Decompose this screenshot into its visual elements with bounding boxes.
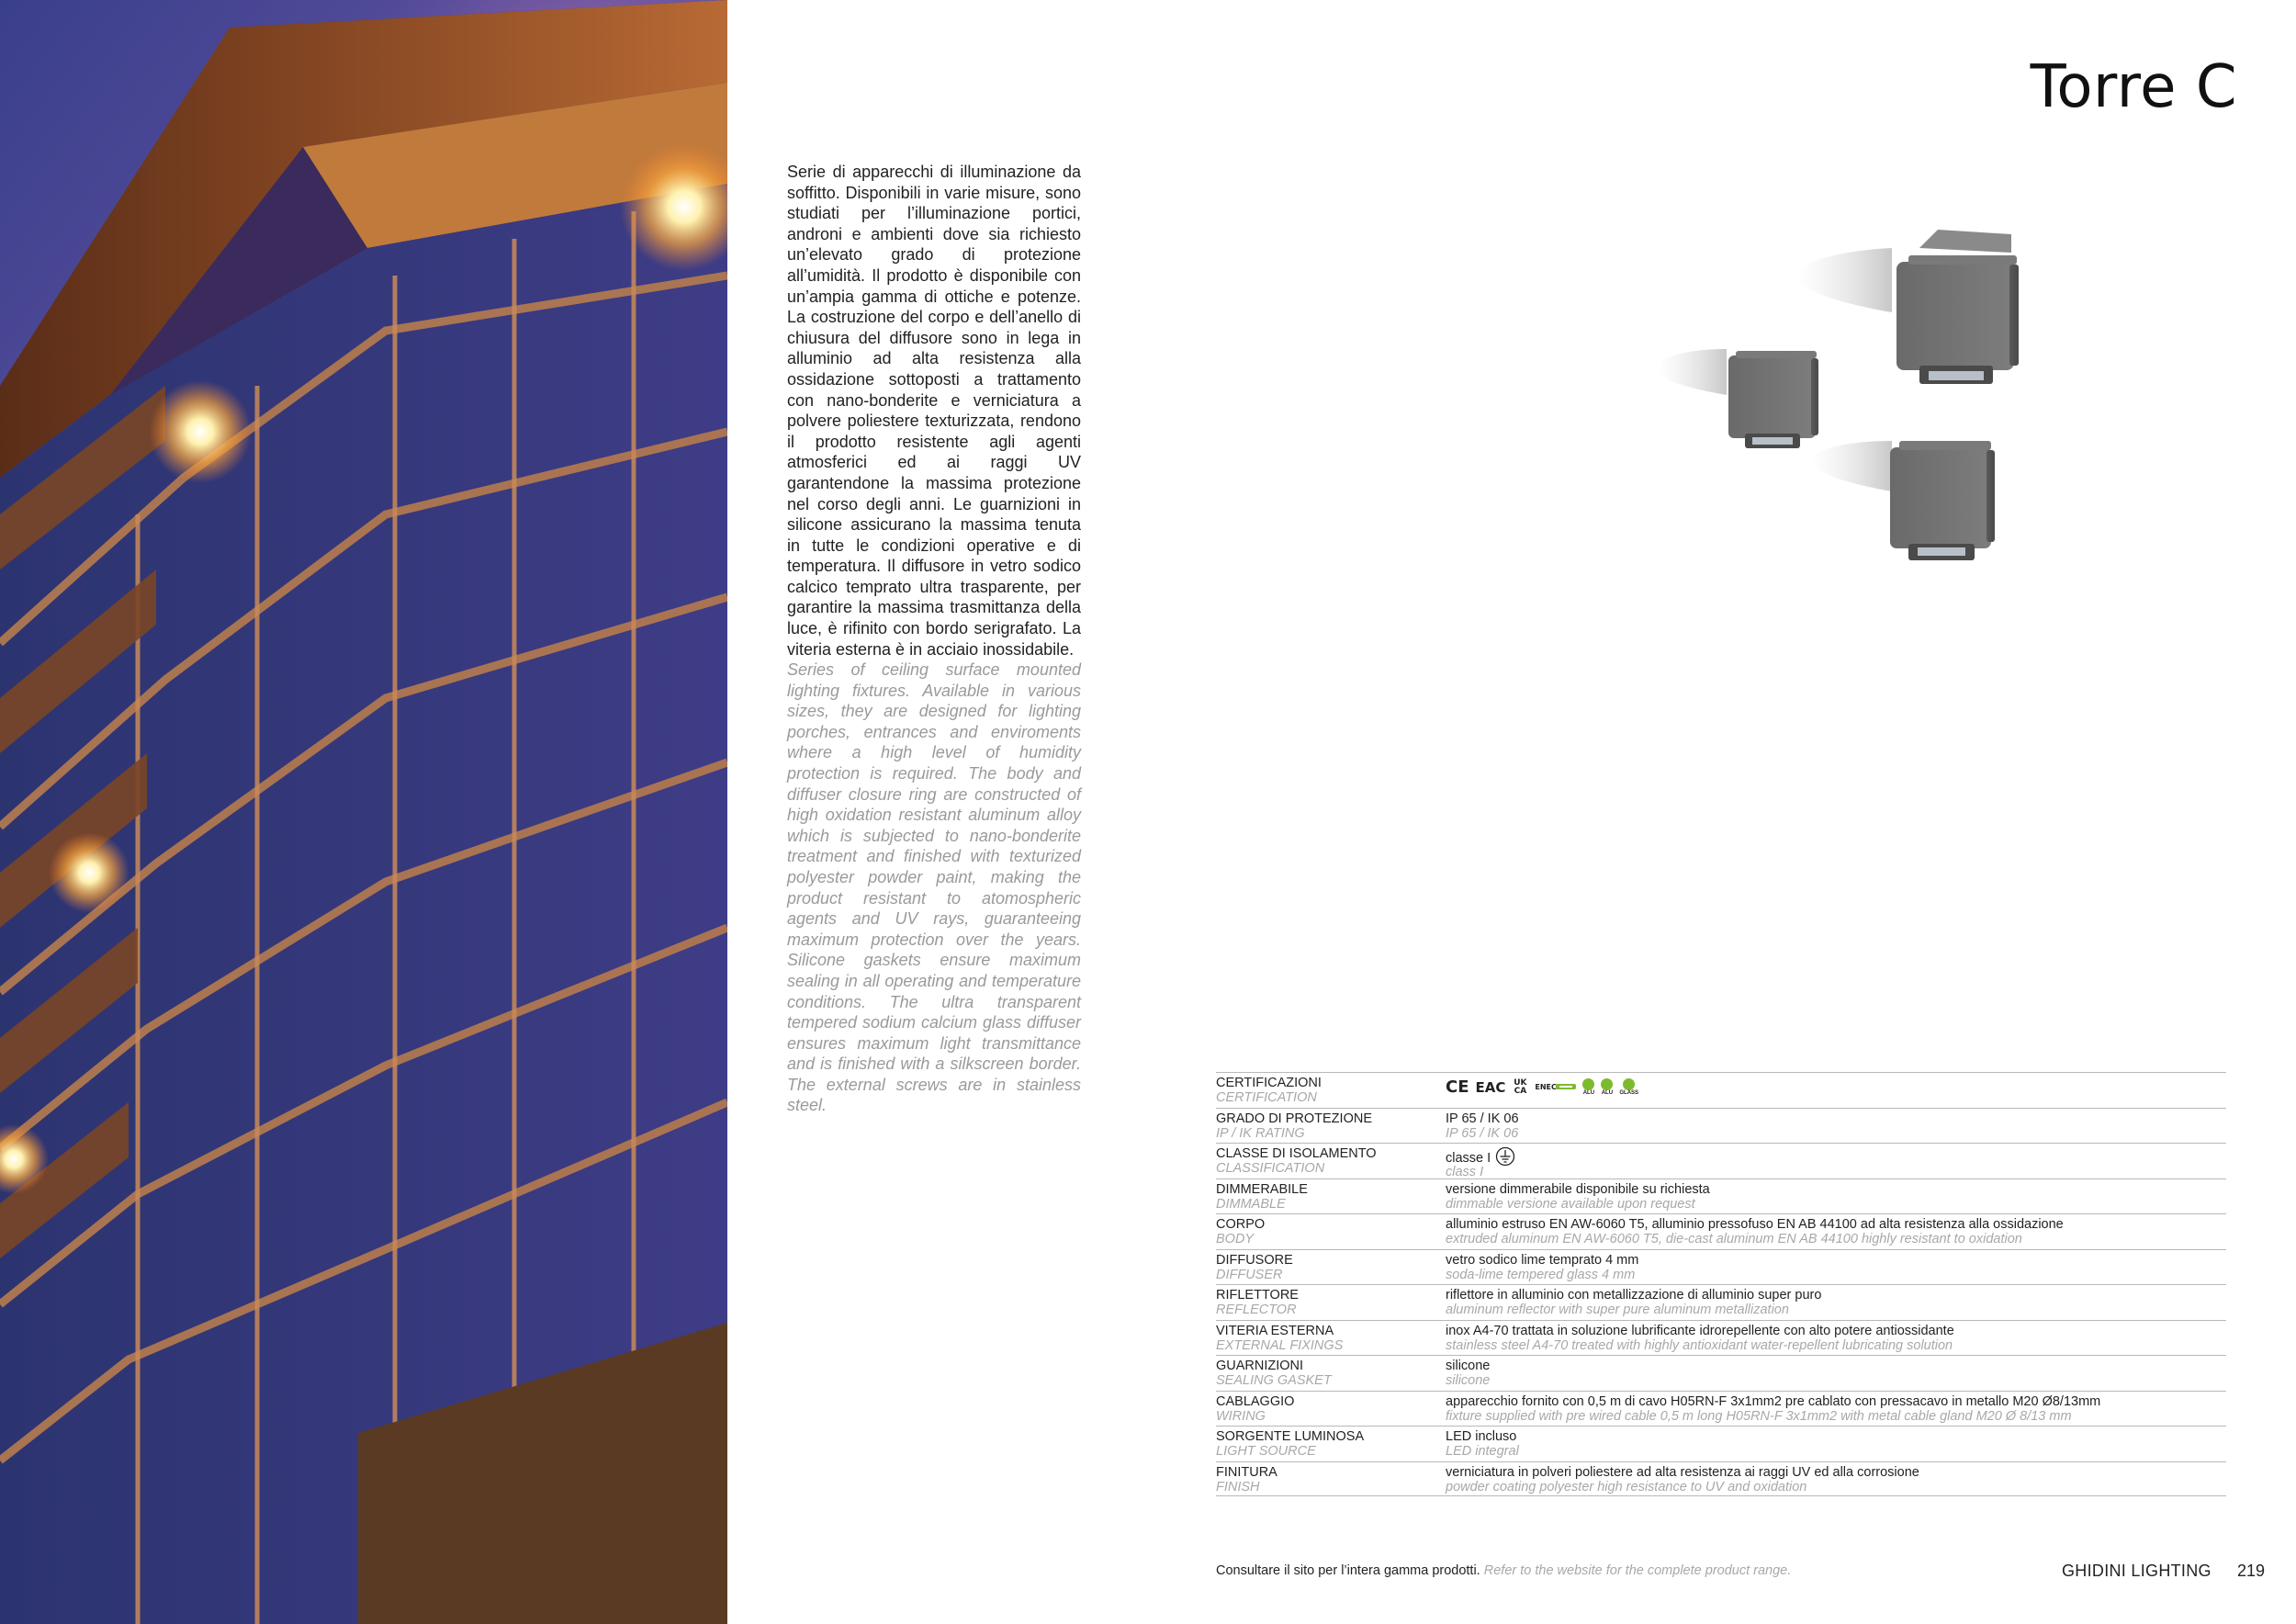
- fixture-small: [1728, 351, 1818, 448]
- spec-row-diffuser: [1216, 1249, 2226, 1285]
- spec-value: verniciatura in polveri poliestere ad alta resistenza ai raggi UV ed alla corrosione powder coating polyester high resistance to UV and oxidation: [1446, 1464, 1919, 1494]
- recycle-icon: ALU: [1601, 1078, 1613, 1097]
- spec-label: DIFFUSORE DIFFUSER: [1216, 1252, 1293, 1282]
- spec-label: FINITURA FINISH: [1216, 1464, 1277, 1494]
- spec-row-external-fixings: [1216, 1320, 2226, 1356]
- description-italian: Serie di apparecchi di illuminazione da soffitto. Disponibili in varie misure, sono studiati per l’illuminazione portici, androni e ambienti dove sia richiesto un’elevato grado di protezione all’umidità. Il prodotto è disponibile con un’ampia gamma di ottiche e potenze. La costruzione del corpo e dell’anello di chiusura del diffusore sono in lega in alluminio ad alta resistenza alla ossidazione sottoposti a trattamento con nano-bonderite e verniciatura a polvere poliestere texturizzata, rendono il prodotto resistente agli agenti atmosferici ed ai raggi UV garantendone la massima protezione nel corso degli anni. Le guarnizioni in silicone assicurano la massima tenuta in tutte le condizioni operative e di temperatura. Il diffusore in vetro sodico calcico temprato ultra trasparente, per garantire la massima trasmittanza della luce, è rifinito con bordo serigrafato. La viteria esterna è in acciaio inossidabile.: [787, 163, 1081, 659]
- fixture-large: [1896, 230, 2019, 384]
- page-title: Torre C: [2030, 53, 2237, 121]
- spec-row-sealing-gasket: [1216, 1355, 2226, 1391]
- recycle-icon: GLASS: [1619, 1078, 1638, 1097]
- recycle-icon: ALU: [1582, 1078, 1594, 1097]
- spec-label: GRADO DI PROTEZIONE IP / IK RATING: [1216, 1111, 1372, 1141]
- certification-marks: [1446, 1076, 2226, 1098]
- spec-label: SORGENTE LUMINOSA LIGHT SOURCE: [1216, 1429, 1365, 1459]
- spec-row-reflector: [1216, 1284, 2226, 1320]
- spec-value: inox A4-70 trattata in soluzione lubrificante idrorepellente con alto potere antiossidante stainless steel A4-70 treated with highly antioxidant water-repellent lubricating solution: [1446, 1323, 1954, 1353]
- spec-value: LED incluso LED integral: [1446, 1429, 1519, 1459]
- description-english: Series of ceiling surface mounted lighting fixtures. Available in various sizes, they are designed for lighting porches, entrances and enviroments where a high level of humidity protection is required. The body and diffuser closure ring are constructed of high oxidation resistant aluminum alloy which is subjected to nano-bonderite treatment and finished with texturized polyester powder paint, making the product resistant to atomospheric agents and UV rays, guaranteeing maximum protection over the years. Silicone gaskets ensure maximum sealing in all operating and temperature conditions. The ultra transparent tempered sodium calcium glass diffuser ensures maximum light transmittance and is finished with a silkscreen border. The external screws are in stainless steel.: [787, 660, 1081, 1115]
- building-photo: [0, 0, 727, 1624]
- footer-note-italian: Consultare il sito per l’intera gamma prodotti.: [1216, 1563, 1480, 1578]
- eac-mark-icon: EAC: [1475, 1079, 1506, 1096]
- spec-label: CABLAGGIO WIRING: [1216, 1393, 1295, 1424]
- earth-ground-icon: [1495, 1146, 1515, 1170]
- spec-value: alluminio estruso EN AW-6060 T5, alluminio pressofuso EN AB 44100 ad alta resistenza alla ossidazione extruded aluminum EN AW-6060 T5, die-cast aluminum EN AB 44100 highly resistant to oxidation: [1446, 1217, 2064, 1246]
- spec-row-finish: [1216, 1461, 2226, 1497]
- spec-value: riflettore in alluminio con metallizzazione di alluminio super puro aluminum reflector with super pure aluminum metallization: [1446, 1288, 1822, 1317]
- spec-value: silicone silicone: [1446, 1359, 1491, 1388]
- fixture-shadow: [1797, 248, 1892, 312]
- spec-value: apparecchio fornito con 0,5 m di cavo H05RN-F 3x1mm2 pre cablato con pressacavo in metallo M20 Ø8/13mm fixture supplied with pre wired cable 0,5 m long H05RN-F 3x1mm2 with metal cable gland M20 Ø 8/13 mm: [1446, 1393, 2101, 1424]
- spec-table: [1216, 1072, 2226, 1496]
- spec-label: CLASSE DI ISOLAMENTO CLASSIFICATION: [1216, 1146, 1377, 1176]
- spec-row-certification: [1216, 1072, 2226, 1108]
- footer-note: [1216, 1563, 1791, 1578]
- fixture-shadow: [1812, 441, 1892, 491]
- fixture-medium: [1890, 441, 1995, 560]
- spec-label: VITERIA ESTERNA EXTERNAL FIXINGS: [1216, 1323, 1344, 1353]
- spec-row-light-source: [1216, 1426, 2226, 1461]
- ukca-mark-icon: UK CA: [1514, 1078, 1527, 1096]
- ce-mark-icon: CE: [1446, 1077, 1469, 1097]
- enec-mark-icon: ENEC: [1535, 1083, 1557, 1091]
- spec-row-ip-rating: [1216, 1108, 2226, 1144]
- spec-value: vetro sodico lime temprato 4 mm soda-lime tempered glass 4 mm: [1446, 1252, 1639, 1282]
- spec-label: GUARNIZIONI SEALING GASKET: [1216, 1359, 1332, 1388]
- spec-label: RIFLETTORE REFLECTOR: [1216, 1288, 1299, 1317]
- brand-name: GHIDINI LIGHTING: [2062, 1562, 2212, 1580]
- spec-value: versione dimmerabile disponibile su richiesta dimmable versione available upon request: [1446, 1181, 1710, 1212]
- spec-row-classification: [1216, 1143, 2226, 1179]
- footer-note-english: Refer to the website for the complete product range.: [1483, 1563, 1792, 1578]
- spec-label: CORPO BODY: [1216, 1217, 1266, 1246]
- page-number: 219: [2237, 1562, 2266, 1580]
- spec-label: DIMMERABILE DIMMABLE: [1216, 1181, 1308, 1212]
- spec-row-wiring: [1216, 1391, 2226, 1427]
- spec-value: classe I class I: [1446, 1146, 2226, 1179]
- spec-row-dimmable: [1216, 1179, 2226, 1214]
- spec-label: CERTIFICAZIONI CERTIFICATION: [1216, 1076, 1322, 1105]
- product-image: [1616, 230, 2167, 579]
- spec-row-body: [1216, 1213, 2226, 1249]
- fixture-shadow: [1657, 349, 1727, 395]
- led-module-icon: [1556, 1080, 1576, 1095]
- spec-value: IP 65 / IK 06 IP 65 / IK 06: [1446, 1111, 1519, 1141]
